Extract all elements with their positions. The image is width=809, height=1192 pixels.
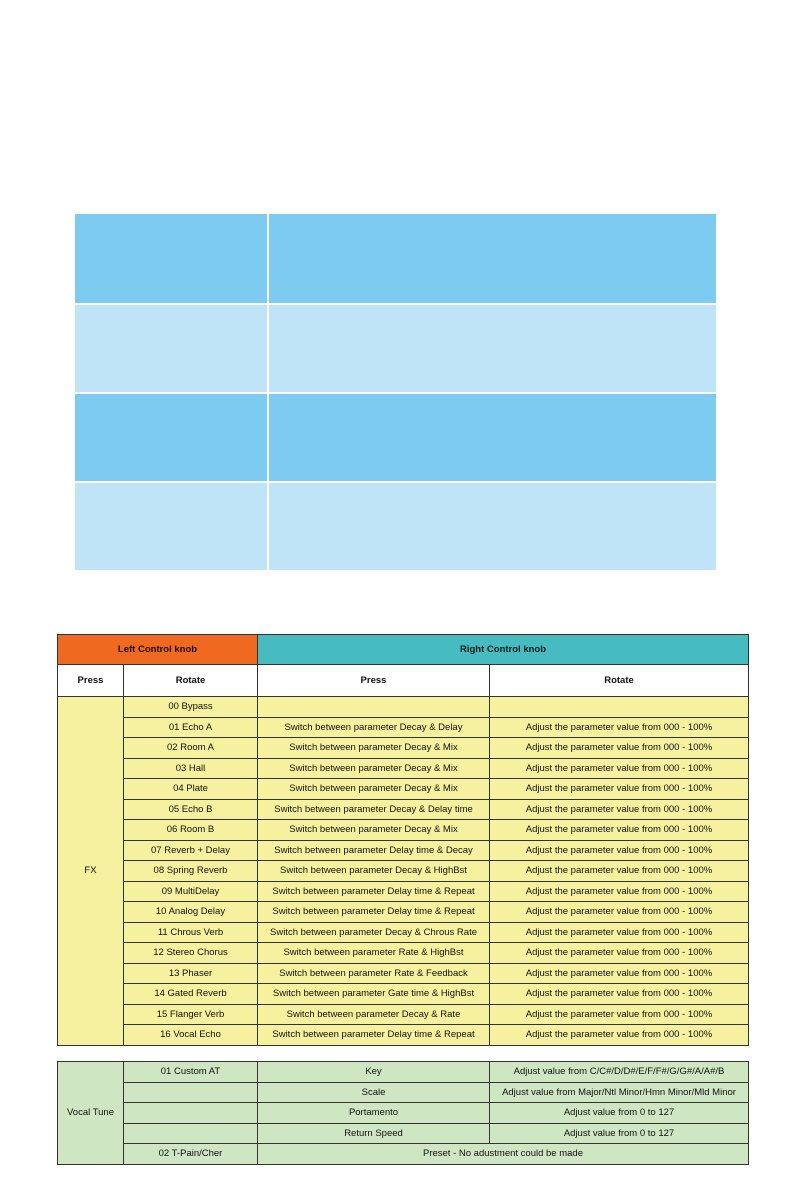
effect-name-cell: 15 Flanger Verb xyxy=(124,1004,258,1025)
table-row xyxy=(58,943,749,964)
right-press-cell: Switch between parameter Decay & HighBst xyxy=(258,861,490,882)
right-rotate-cell: Adjust the parameter value from 000 - 100% xyxy=(490,738,749,759)
blue-cell xyxy=(75,303,269,392)
table-row xyxy=(58,717,749,738)
effect-name-cell: 05 Echo B xyxy=(124,799,258,820)
effect-name-cell: 09 MultiDelay xyxy=(124,881,258,902)
table-row xyxy=(58,1025,749,1046)
effect-name-cell: 08 Spring Reverb xyxy=(124,861,258,882)
table-row xyxy=(58,840,749,861)
effect-name-cell: 01 Echo A xyxy=(124,717,258,738)
effect-name-cell: 12 Stereo Chorus xyxy=(124,943,258,964)
right-rotate-cell: Adjust the parameter value from 000 - 100% xyxy=(490,779,749,800)
vocal-rotate-cell: Adjust value from C/C#/D/D#/E/F/F#/G/G#/A/A#/B xyxy=(490,1062,749,1083)
right-rotate-cell: Adjust the parameter value from 000 - 100% xyxy=(490,758,749,779)
table-row xyxy=(58,697,749,718)
blue-cell xyxy=(269,481,716,570)
vocal-tune-table xyxy=(57,1061,749,1165)
table-row xyxy=(58,922,749,943)
vocal-mode-cell: 02 T-Pain/Cher xyxy=(124,1144,258,1165)
table-row xyxy=(58,738,749,759)
table-row xyxy=(58,758,749,779)
right-rotate-cell: Adjust the parameter value from 000 - 100% xyxy=(490,943,749,964)
right-press-cell: Switch between parameter Decay & Delay time xyxy=(258,799,490,820)
effect-name-cell: 04 Plate xyxy=(124,779,258,800)
vocal-mode-cell xyxy=(124,1082,258,1103)
right-rotate-cell: Adjust the parameter value from 000 - 100% xyxy=(490,840,749,861)
effect-name-cell: 03 Hall xyxy=(124,758,258,779)
table-row xyxy=(58,1062,749,1083)
right-rotate-cell: Adjust the parameter value from 000 - 100% xyxy=(490,963,749,984)
effect-name-cell: 14 Gated Reverb xyxy=(124,984,258,1005)
right-press-cell: Switch between parameter Rate & HighBst xyxy=(258,943,490,964)
col-header-right-press: Press xyxy=(258,665,490,697)
blue-cell xyxy=(75,481,269,570)
col-header-left-press: Press xyxy=(58,665,124,697)
table-row xyxy=(58,881,749,902)
right-press-cell: Switch between parameter Decay & Chrous Rate xyxy=(258,922,490,943)
effect-name-cell: 10 Analog Delay xyxy=(124,902,258,923)
vocal-rotate-cell: Adjust value from 0 to 127 xyxy=(490,1103,749,1124)
table-row xyxy=(58,779,749,800)
table-row xyxy=(58,984,749,1005)
table-row xyxy=(58,1123,749,1144)
vocal-rotate-cell: Adjust value from Major/Ntl Minor/Hmn Minor/Mld Minor xyxy=(490,1082,749,1103)
preset-note-cell: Preset - No adustment could be made xyxy=(258,1144,749,1165)
effect-name-cell: 07 Reverb + Delay xyxy=(124,840,258,861)
vocal-press-cell: Scale xyxy=(258,1082,490,1103)
right-rotate-cell: Adjust the parameter value from 000 - 100% xyxy=(490,902,749,923)
vocal-mode-cell: 01 Custom AT xyxy=(124,1062,258,1083)
table-row xyxy=(58,963,749,984)
right-press-cell: Switch between parameter Decay & Mix xyxy=(258,758,490,779)
table-row xyxy=(58,1004,749,1025)
right-rotate-cell: Adjust the parameter value from 000 - 100% xyxy=(490,1004,749,1025)
right-press-cell: Switch between parameter Rate & Feedback xyxy=(258,963,490,984)
right-rotate-cell: Adjust the parameter value from 000 - 100% xyxy=(490,861,749,882)
right-press-cell: Switch between parameter Decay & Mix xyxy=(258,738,490,759)
right-press-cell: Switch between parameter Delay time & Repeat xyxy=(258,881,490,902)
right-press-cell: Switch between parameter Delay time & Repeat xyxy=(258,1025,490,1046)
effect-name-cell: 13 Phaser xyxy=(124,963,258,984)
vocal-press-cell: Key xyxy=(258,1062,490,1083)
vocal-mode-cell xyxy=(124,1123,258,1144)
table-row xyxy=(58,861,749,882)
right-press-cell: Switch between parameter Decay & Mix xyxy=(258,779,490,800)
right-rotate-cell: Adjust the parameter value from 000 - 100% xyxy=(490,881,749,902)
right-rotate-cell xyxy=(490,697,749,718)
vocal-mode-cell xyxy=(124,1103,258,1124)
right-press-cell: Switch between parameter Decay & Delay xyxy=(258,717,490,738)
right-rotate-cell: Adjust the parameter value from 000 - 100% xyxy=(490,984,749,1005)
vocal-tune-group-label: Vocal Tune xyxy=(58,1062,124,1165)
blue-cell xyxy=(269,392,716,481)
left-knob-header: Left Control knob xyxy=(58,635,258,665)
effect-name-cell: 00 Bypass xyxy=(124,697,258,718)
right-press-cell xyxy=(258,697,490,718)
vocal-press-cell: Portamento xyxy=(258,1103,490,1124)
effect-name-cell: 06 Room B xyxy=(124,820,258,841)
right-press-cell: Switch between parameter Delay time & Repeat xyxy=(258,902,490,923)
right-rotate-cell: Adjust the parameter value from 000 - 100% xyxy=(490,717,749,738)
table-row xyxy=(58,1103,749,1124)
col-header-left-rotate: Rotate xyxy=(124,665,258,697)
blue-cell xyxy=(269,214,716,303)
col-header-right-rotate: Rotate xyxy=(490,665,749,697)
right-press-cell: Switch between parameter Decay & Mix xyxy=(258,820,490,841)
right-press-cell: Switch between parameter Gate time & HighBst xyxy=(258,984,490,1005)
table-row xyxy=(58,1082,749,1103)
table-row xyxy=(58,1144,749,1165)
blue-cell xyxy=(75,214,269,303)
table-row xyxy=(58,820,749,841)
vocal-rotate-cell: Adjust value from 0 to 127 xyxy=(490,1123,749,1144)
blue-cell xyxy=(75,392,269,481)
right-press-cell: Switch between parameter Delay time & Decay xyxy=(258,840,490,861)
right-rotate-cell: Adjust the parameter value from 000 - 100% xyxy=(490,820,749,841)
right-rotate-cell: Adjust the parameter value from 000 - 100% xyxy=(490,922,749,943)
fx-group-label: FX xyxy=(58,697,124,1046)
effect-name-cell: 02 Room A xyxy=(124,738,258,759)
effect-name-cell: 16 Vocal Echo xyxy=(124,1025,258,1046)
effect-name-cell: 11 Chrous Verb xyxy=(124,922,258,943)
vocal-press-cell: Return Speed xyxy=(258,1123,490,1144)
blue-info-table xyxy=(75,214,716,570)
right-knob-header: Right Control knob xyxy=(258,635,749,665)
right-press-cell: Switch between parameter Decay & Rate xyxy=(258,1004,490,1025)
table-row xyxy=(58,799,749,820)
right-rotate-cell: Adjust the parameter value from 000 - 100% xyxy=(490,1025,749,1046)
blue-cell xyxy=(269,303,716,392)
right-rotate-cell: Adjust the parameter value from 000 - 100% xyxy=(490,799,749,820)
table-row xyxy=(58,902,749,923)
fx-control-table xyxy=(57,634,749,1046)
